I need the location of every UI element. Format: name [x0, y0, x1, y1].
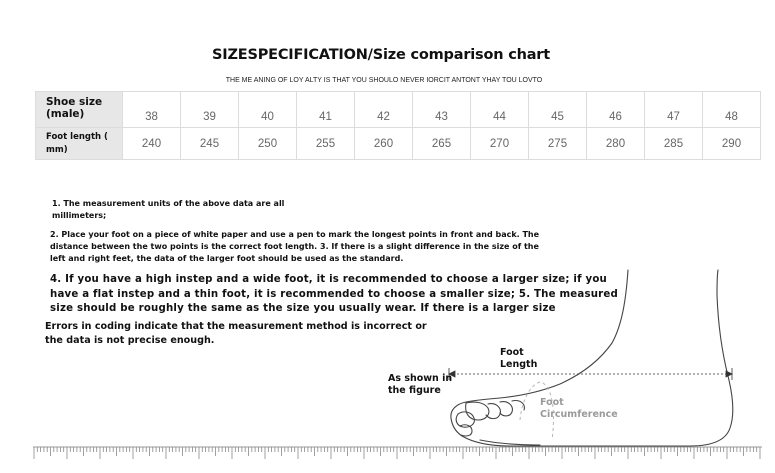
- shoe-size-cell: 38: [123, 92, 181, 128]
- foot-length-label: Foot Length: [500, 347, 538, 370]
- foot-length-cell: 240: [123, 128, 181, 160]
- shoe-size-cell: 47: [645, 92, 703, 128]
- shoe-size-cell: 42: [355, 92, 413, 128]
- foot-length-cell: 280: [587, 128, 645, 160]
- foot-length-header: Foot length ( mm): [36, 128, 123, 160]
- page-subtitle: THE ME ANING OF LOY ALTY IS THAT YOU SHOULO NEVER IORCIT ANTONT YHAY TOU LOVTO: [225, 77, 543, 84]
- note-instep-advice: 4. If you have a high instep and a wide foot, it is recommended to choose a larger size; if you have a flat instep and a thin foot, it is recommended to choose a smaller size; 5. The measured size should be roughly the same as the size you usually wear. If there is a larger size: [50, 274, 619, 314]
- note-how-to-measure: 2. Place your foot on a piece of white paper and use a pen to mark the longest points in front and back. The distance between the two points is the correct foot length. 3. If there is a slight difference in the size of the left and right feet, the data of the larger foot should be used as the standard.: [50, 230, 540, 264]
- foot-circumference-label: Foot Circumference: [540, 397, 618, 420]
- ruler: [33, 447, 762, 459]
- as-shown-label: As shown in the figure: [388, 373, 453, 396]
- shoe-size-header: Shoe size (male): [36, 92, 123, 128]
- foot-length-cell: 265: [413, 128, 471, 160]
- shoe-size-cell: 44: [471, 92, 529, 128]
- note-coding-errors: Errors in coding indicate that the measurement method is incorrect or the data is not precise enough.: [45, 321, 427, 346]
- foot-length-cell: 250: [239, 128, 297, 160]
- foot-length-cell: 290: [703, 128, 761, 160]
- foot-length-cell: 285: [645, 128, 703, 160]
- shoe-size-cell: 39: [181, 92, 239, 128]
- shoe-size-cell: 41: [297, 92, 355, 128]
- shoe-size-cell: 46: [587, 92, 645, 128]
- foot-length-cell: 255: [297, 128, 355, 160]
- foot-length-cell: 245: [181, 128, 239, 160]
- shoe-size-cell: 40: [239, 92, 297, 128]
- note-measurement-units: 1. The measurement units of the above data are all millimeters;: [52, 199, 285, 220]
- foot-length-dimension: [449, 368, 732, 380]
- foot-length-cell: 260: [355, 128, 413, 160]
- shoe-size-cell: 45: [529, 92, 587, 128]
- page-title: SIZESPECIFICATION/Size comparison chart: [212, 47, 550, 63]
- shoe-size-cell: 43: [413, 92, 471, 128]
- foot-length-cell: 270: [471, 128, 529, 160]
- shoe-size-cell: 48: [703, 92, 761, 128]
- foot-length-cell: 275: [529, 128, 587, 160]
